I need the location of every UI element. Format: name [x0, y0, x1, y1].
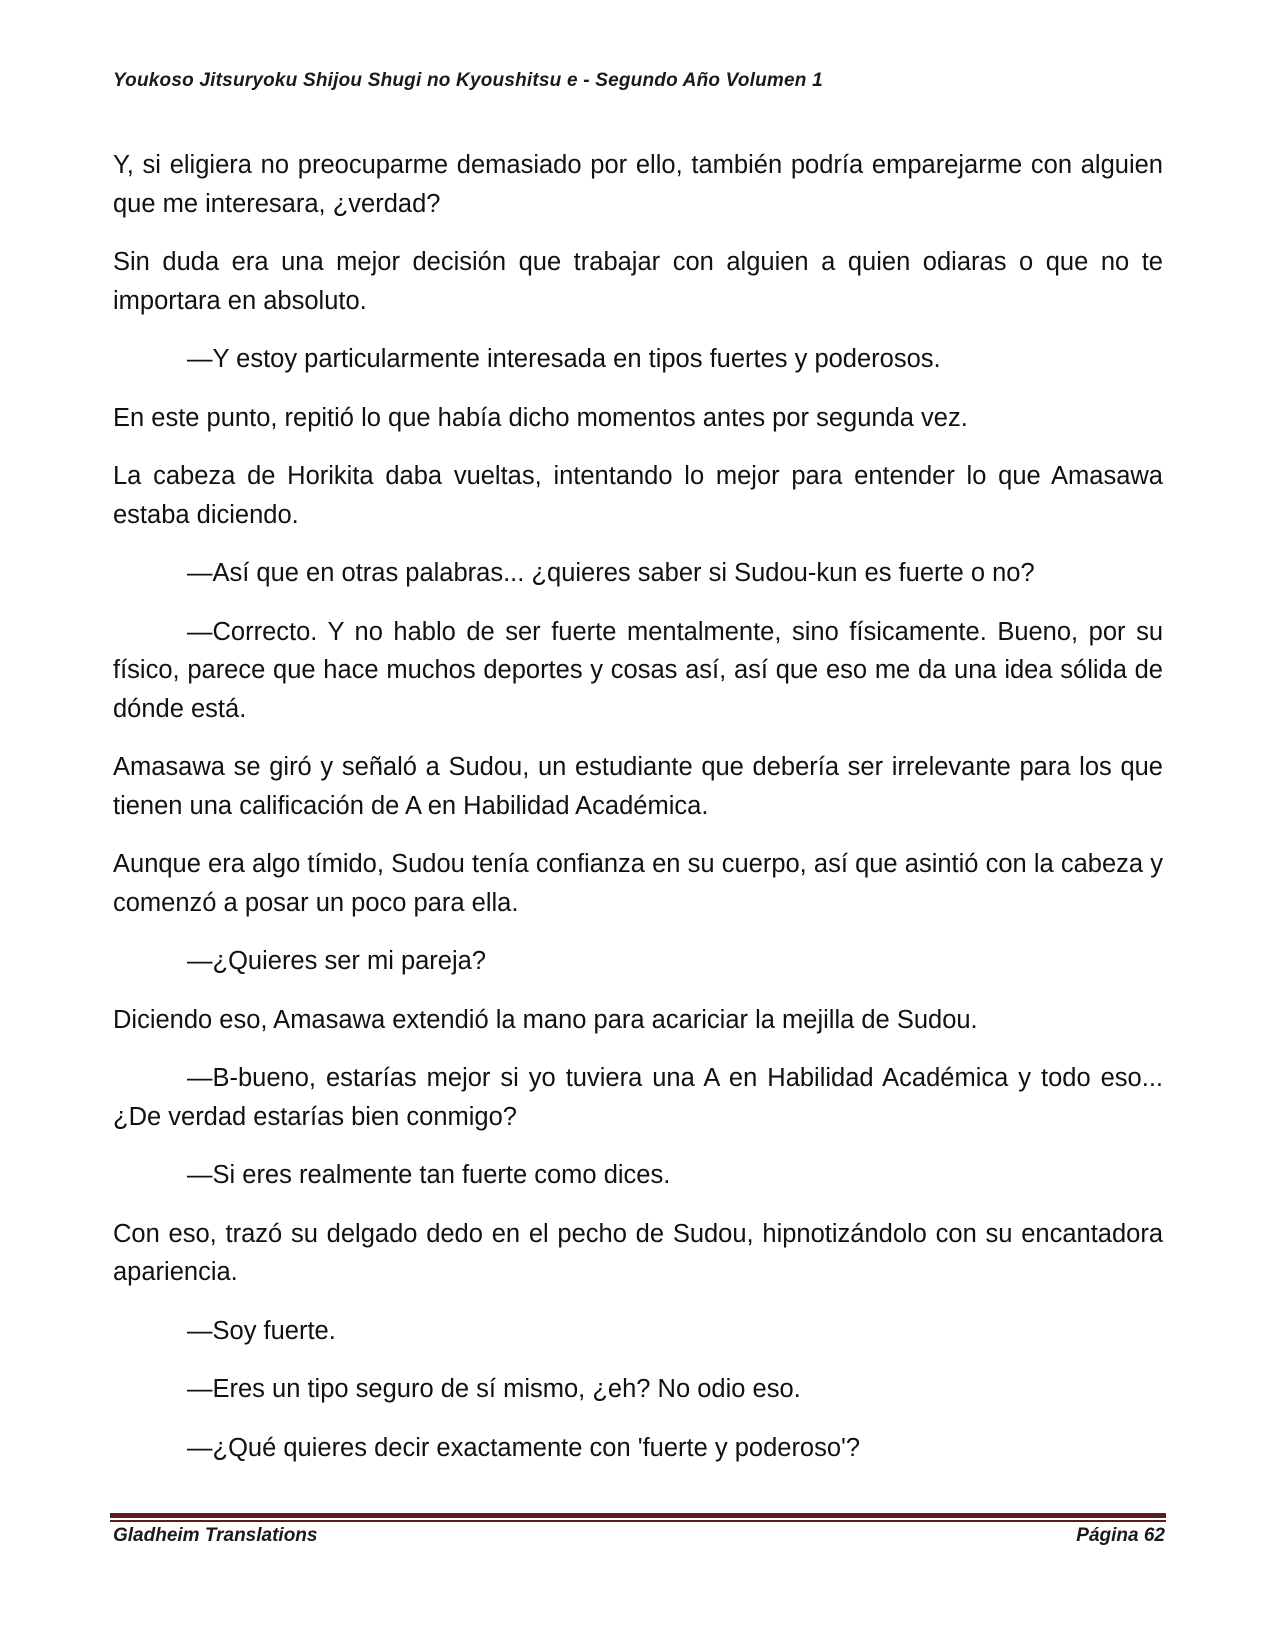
paragraph-1: Y, si eligiera no preocuparme demasiado por ello, también podría emparejarme con alguien que me interesara, ¿verdad? — [113, 151, 1163, 218]
paragraph-4: En este punto, repitió lo que había dicho momentos antes por segunda vez. — [113, 403, 968, 432]
footer-divider-thick — [110, 1513, 1166, 1518]
footer-credit: Gladheim Translations — [113, 1525, 318, 1546]
paragraph-9: Aunque era algo tímido, Sudou tenía confianza en su cuerpo, así que asintió con la cabeza y comenzó a posar un poco para ella. — [113, 850, 1163, 917]
paragraph-8: Amasawa se giró y señaló a Sudou, un estudiante que debería ser irrelevante para los que tienen una calificación de A en Habilidad Académica. — [113, 753, 1163, 820]
paragraph-11: Diciendo eso, Amasawa extendió la mano para acariciar la mejilla de Sudou. — [113, 1005, 978, 1034]
paragraph-5: La cabeza de Horikita daba vueltas, intentando lo mejor para entender lo que Amasawa estaba diciendo. — [113, 462, 1163, 529]
page-body — [113, 146, 1163, 1487]
paragraph-14: Con eso, trazó su delgado dedo en el pecho de Sudou, hipnotizándolo con su encantadora apariencia. — [113, 1219, 1163, 1286]
paragraph-12: —B-bueno, estarías mejor si yo tuviera una A en Habilidad Académica y todo eso... ¿De verdad estarías bien conmigo? — [113, 1064, 1163, 1131]
paragraph-3: —Y estoy particularmente interesada en tipos fuertes y poderosos. — [187, 345, 941, 373]
paragraph-2: Sin duda era una mejor decisión que trabajar con alguien a quien odiaras o que no te importara en absoluto. — [113, 248, 1163, 315]
paragraph-13: —Si eres realmente tan fuerte como dices. — [187, 1161, 671, 1189]
page-number: Página 62 — [1076, 1525, 1165, 1546]
page-header: Youkoso Jitsuryoku Shijou Shugi no Kyoushitsu e - Segundo Año Volumen 1 — [113, 70, 823, 91]
paragraph-6: —Así que en otras palabras... ¿quieres saber si Sudou-kun es fuerte o no? — [187, 559, 1035, 587]
paragraph-10: —¿Quieres ser mi pareja? — [187, 947, 487, 975]
paragraph-16: —Eres un tipo seguro de sí mismo, ¿eh? No odio eso. — [187, 1375, 801, 1403]
paragraph-7: —Correcto. Y no hablo de ser fuerte mentalmente, sino físicamente. Bueno, por su físico, parece que hace muchos deportes y cosas así, así que eso me da una idea sólida de dónde está. — [113, 617, 1163, 723]
paragraph-17: —¿Qué quieres decir exactamente con 'fuerte y poderoso'? — [187, 1433, 861, 1462]
paragraph-15: —Soy fuerte. — [187, 1316, 336, 1345]
footer-divider-thin — [110, 1520, 1166, 1522]
